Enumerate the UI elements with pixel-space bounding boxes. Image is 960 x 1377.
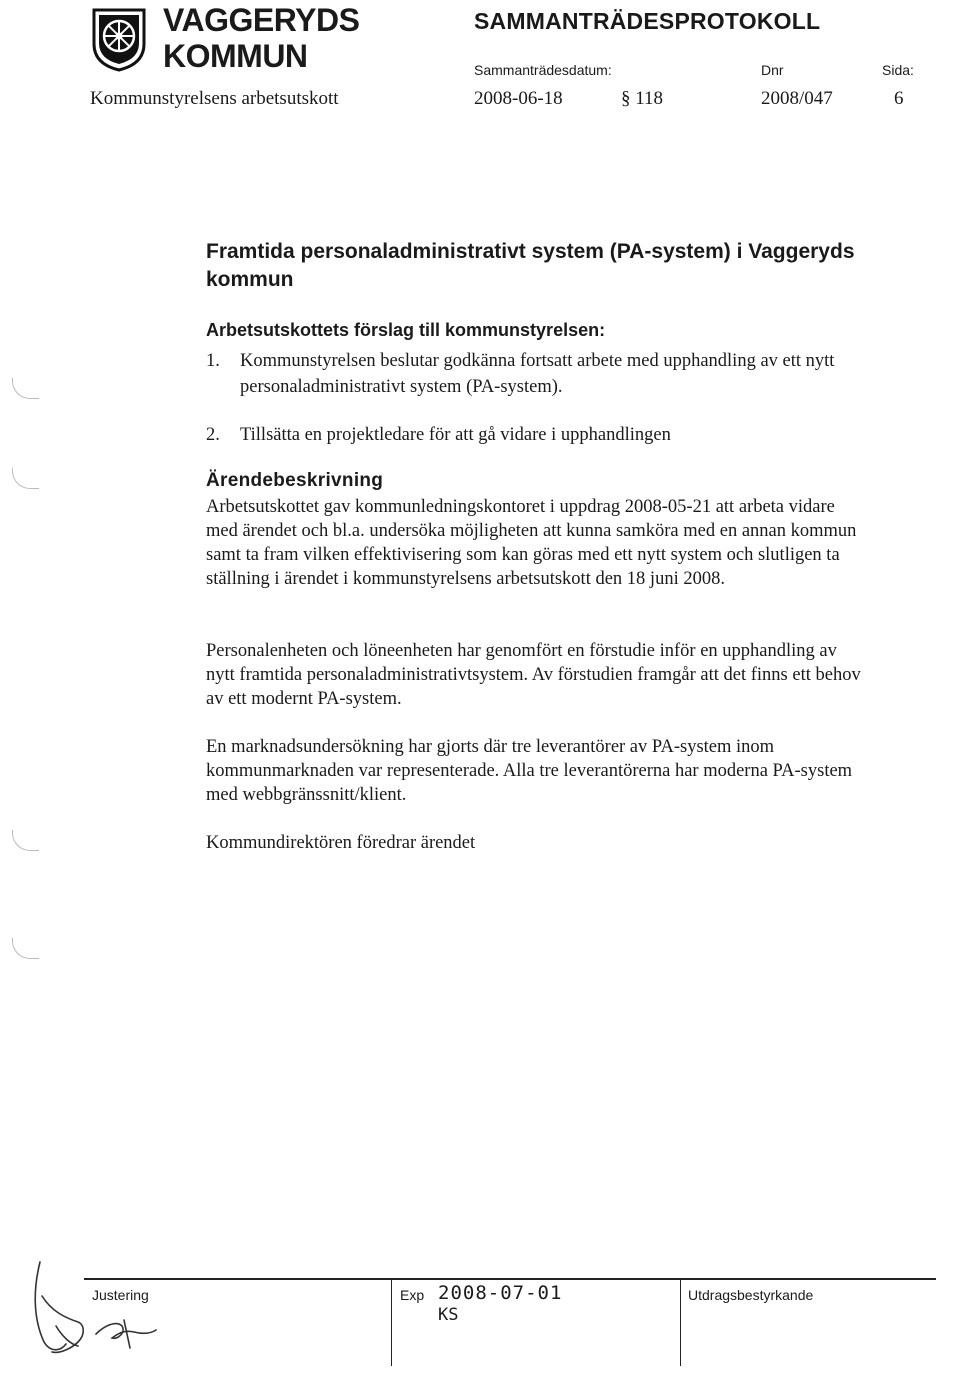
- municipality-name-line2: KOMMUN: [163, 38, 308, 74]
- margin-mark: [12, 468, 39, 489]
- exp-label: Exp: [400, 1287, 425, 1303]
- exp-date-stamp: 2008-07-01: [438, 1282, 563, 1304]
- paragraph-number: § 118: [621, 88, 664, 109]
- document-type-title: SAMMANTRÄDESPROTOKOLL: [474, 8, 821, 34]
- body-paragraph: En marknadsundersökning har gjorts där tre leverantörer av PA-system inom kommunmarknaden var representerade. Alla tre leverantörerna har moderna PA-system med webbgränssnitt/klient.: [206, 737, 853, 805]
- meeting-date: 2008-06-18: [474, 88, 563, 109]
- proposal-item: [206, 348, 886, 400]
- footer-divider: [391, 1280, 392, 1366]
- body-paragraph: Personalenheten och löneenheten har genomfört en förstudie inför en upphandling av nytt framtida personaladministrativtsystem. Av förstudien framgår att det finns ett behov av ett modernt PA-system.: [206, 641, 861, 709]
- page-number: 6: [894, 88, 904, 109]
- description-heading: Ärendebeskrivning: [206, 470, 384, 491]
- margin-mark: [12, 830, 39, 851]
- section-title: Framtida personaladministrativt system (PA-system) i Vaggeryds kommun: [206, 240, 855, 291]
- dnr-label: Dnr: [761, 62, 784, 78]
- committee-name: Kommunstyrelsens arbetsutskott: [90, 88, 339, 109]
- margin-mark: [12, 378, 39, 399]
- body-paragraph: Arbetsutskottet gav kommunledningskontoret i uppdrag 2008-05-21 att arbeta vidare med ärendet och bl.a. undersöka möjligheten att kunna samköra med en annan kommun samt ta fram vilken effektivisering som kan göras med ett nytt system och slutligen ta ställning i ärendet i kommunstyrelsens arbetsutskott den 18 juni 2008.: [206, 497, 857, 589]
- footer-rule: [84, 1278, 936, 1280]
- proposal-text: Kommunstyrelsen beslutar godkänna fortsatt arbete med upphandling av ett nytt personaladministrativt system (PA-system).: [240, 351, 835, 397]
- exp-initials-stamp: KS: [438, 1305, 459, 1325]
- proposal-number: 2.: [206, 425, 220, 445]
- coat-of-arms-icon: [90, 6, 148, 72]
- footer-divider: [680, 1280, 681, 1366]
- certified-extract-label: Utdragsbestyrkande: [688, 1287, 814, 1303]
- proposal-heading: Arbetsutskottets förslag till kommunstyrelsen:: [206, 320, 606, 340]
- page-label: Sida:: [882, 62, 914, 78]
- justering-label: Justering: [92, 1287, 149, 1303]
- meeting-date-label: Sammanträdesdatum:: [474, 62, 612, 78]
- proposal-number: 1.: [206, 351, 220, 371]
- municipality-name-line1: VAGGERYDS: [163, 2, 360, 38]
- margin-mark: [12, 938, 39, 959]
- proposal-text: Tillsätta en projektledare för att gå vidare i upphandlingen: [240, 425, 671, 445]
- signature-icon: [26, 1256, 196, 1366]
- dnr-value: 2008/047: [761, 88, 833, 109]
- proposal-item: [206, 422, 886, 448]
- body-paragraph: Kommundirektören föredrar ärendet: [206, 833, 476, 853]
